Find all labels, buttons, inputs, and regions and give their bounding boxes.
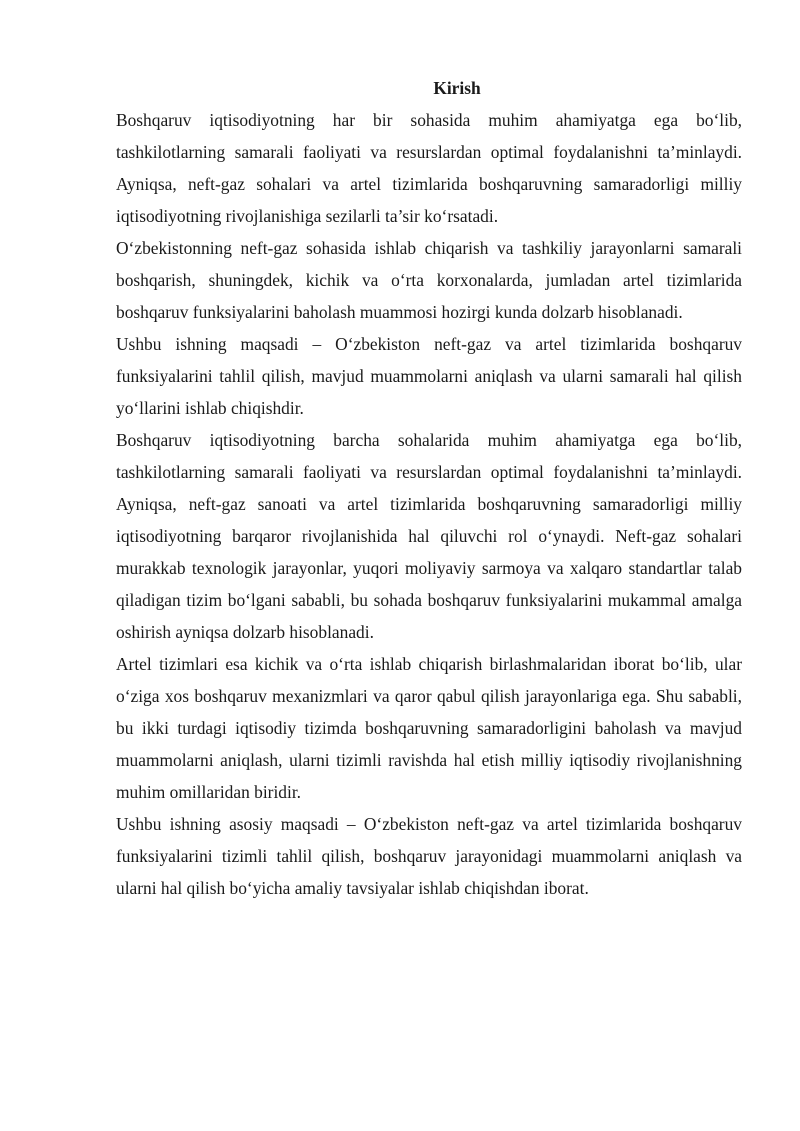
paragraph-4: Boshqaruv iqtisodiyotning barcha sohalarida muhim ahamiyatga ega bo‘lib, tashkilotlarning samarali faoliyati va resurslardan optimal foydalanishni ta’minlaydi. Ayniqsa, neft-gaz sanoati va artel tizimlarida boshqaruvning samaradorligi milliy iqtisodiyotning barqaror rivojlanishida hal qiluvchi rol o‘ynaydi. Neft-gaz sohalari murakkab texnologik jarayonlar, yuqori moliyaviy sarmoya va xalqaro standartlar talab qiladigan tizim bo‘lgani sababli, bu sohada boshqaruv funksiyalarini mukammal amalga oshirish ayniqsa dolzarb hisoblanadi. [116,430,742,642]
document-title: Kirish [433,78,481,98]
paragraph-2: O‘zbekistonning neft-gaz sohasida ishlab chiqarish va tashkiliy jarayonlarni samarali boshqarish, shuningdek, kichik va o‘rta korxonalarda, jumladan artel tizimlarida boshqaruv funksiyalarini baholash muammosi hozirgi kunda dolzarb hisoblanadi. [116,238,742,322]
document-body [116,76,742,904]
paragraph-1: Boshqaruv iqtisodiyotning har bir sohasida muhim ahamiyatga ega bo‘lib, tashkilotlarning samarali faoliyati va resurslardan optimal foydalanishni ta’minlaydi. Ayniqsa, neft-gaz sohalari va artel tizimlarida boshqaruvning samaradorligi milliy iqtisodiyotning rivojlanishiga sezilarli ta’sir ko‘rsatadi. [116,110,742,226]
paragraph-3: Ushbu ishning maqsadi – O‘zbekiston neft-gaz va artel tizimlarida boshqaruv funksiyalarini tahlil qilish, mavjud muammolarni aniqlash va ularni samarali hal qilish yo‘llarini ishlab chiqishdir. [116,334,742,418]
paragraph-6: Ushbu ishning asosiy maqsadi – O‘zbekiston neft-gaz va artel tizimlarida boshqaruv funksiyalarini tizimli tahlil qilish, boshqaruv jarayonidagi muammolarni aniqlash va ularni hal qilish bo‘yicha amaliy tavsiyalar ishlab chiqishdan iborat. [116,814,742,898]
paragraph-5: Artel tizimlari esa kichik va o‘rta ishlab chiqarish birlashmalaridan iborat bo‘lib, ular o‘ziga xos boshqaruv mexanizmlari va qaror qabul qilish jarayonlariga ega. Shu sababli, bu ikki turdagi iqtisodiy tizimda boshqaruvning samaradorligini baholash va mavjud muammolarni aniqlash, ularni tizimli ravishda hal etish milliy iqtisodiy rivojlanishning muhim omillaridan biridir. [116,654,742,802]
